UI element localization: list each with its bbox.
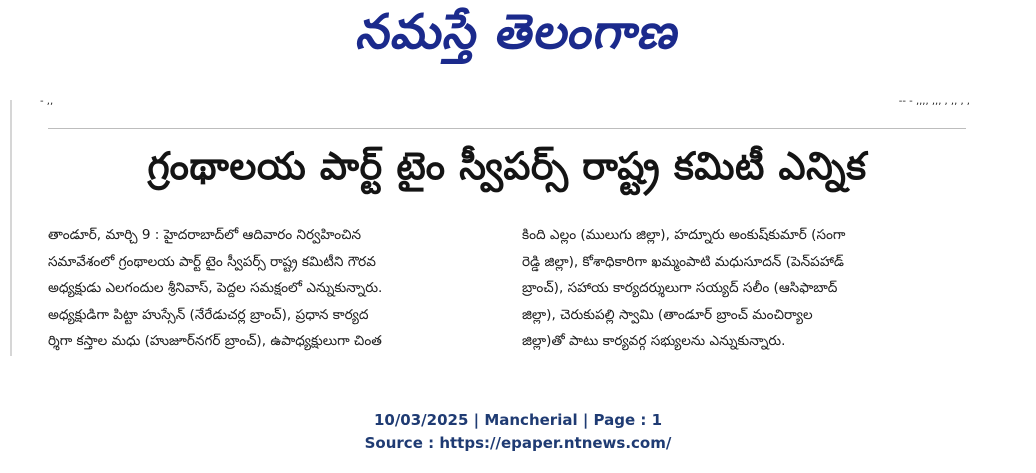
section-rule bbox=[48, 128, 966, 129]
article-line: బ్రాంచ్), సహాయ కార్యదర్శులుగా సయ్యద్ సలీం (ఆసిఫాబాద్ bbox=[522, 280, 838, 296]
cut-off-text-strip bbox=[40, 96, 970, 106]
article-line: జిల్లా)తో పాటు కార్యవర్గ సభ్యులను ఎన్నుకున్నారు. bbox=[522, 333, 786, 349]
masthead-title: నమస్తే తెలంగాణ bbox=[352, 4, 686, 60]
article-line: అధ్యక్షుడు ఎలగందుల శ్రీనివాస్, పెద్దల సమక్షంలో ఎన్నుకున్నారు. bbox=[48, 280, 383, 296]
article-headline: గ్రంథాలయ పార్ట్ టైం స్వీపర్స్ రాష్ట్ర కమిటీ ఎన్నిక bbox=[147, 144, 867, 188]
page-edge-divider bbox=[10, 100, 12, 356]
article-line: రెడ్డి జిల్లా), కోశాధికారిగా ఖమ్మంపాటి మధుసూదన్ (పెన్‌పహాడ్ bbox=[522, 253, 844, 270]
footer-source: Source : https://epaper.ntnews.com/ bbox=[364, 434, 672, 452]
cut-off-text-left: - ,, bbox=[40, 96, 54, 106]
article-line: జిల్లా), చెరుకుపల్లి స్వామి (తాండూర్ బ్రాంచ్ మంచిర్యాల bbox=[522, 306, 813, 323]
article-column-left bbox=[48, 222, 494, 355]
article-line: సమావేశంలో గ్రంథాలయ పార్ట్ టైం స్వీపర్స్ రాష్ట్ర కమిటీని గౌరవ bbox=[48, 253, 376, 270]
footer-date-edition: 10/03/2025 | Mancherial | Page : 1 bbox=[373, 411, 663, 429]
masthead-logo bbox=[0, 4, 1036, 72]
article-line: తాండూర్, మార్చి 9 : హైదరాబాద్‌లో ఆదివారం నిర్వహించిన bbox=[48, 227, 362, 243]
article-line: ర్శిగా కస్తాల మధు (హుజూర్‌నగర్ బ్రాంచ్), ఉపాధ్యక్షులుగా చింత bbox=[48, 333, 382, 349]
article-column-right bbox=[522, 222, 966, 355]
article-line: కింది ఎల్లం (ములుగు జిల్లా), హద్నూరు అంకుష్‌కుమార్ (సంగా bbox=[522, 227, 846, 243]
article-line: అధ్యక్షుడిగా పిట్టా హుస్సేన్ (నేరేడుచర్ల బ్రాంచ్), ప్రధాన కార్యద bbox=[48, 306, 369, 323]
cut-off-text-right: -- - ,,,, ,,, , ,, , , bbox=[898, 96, 970, 106]
